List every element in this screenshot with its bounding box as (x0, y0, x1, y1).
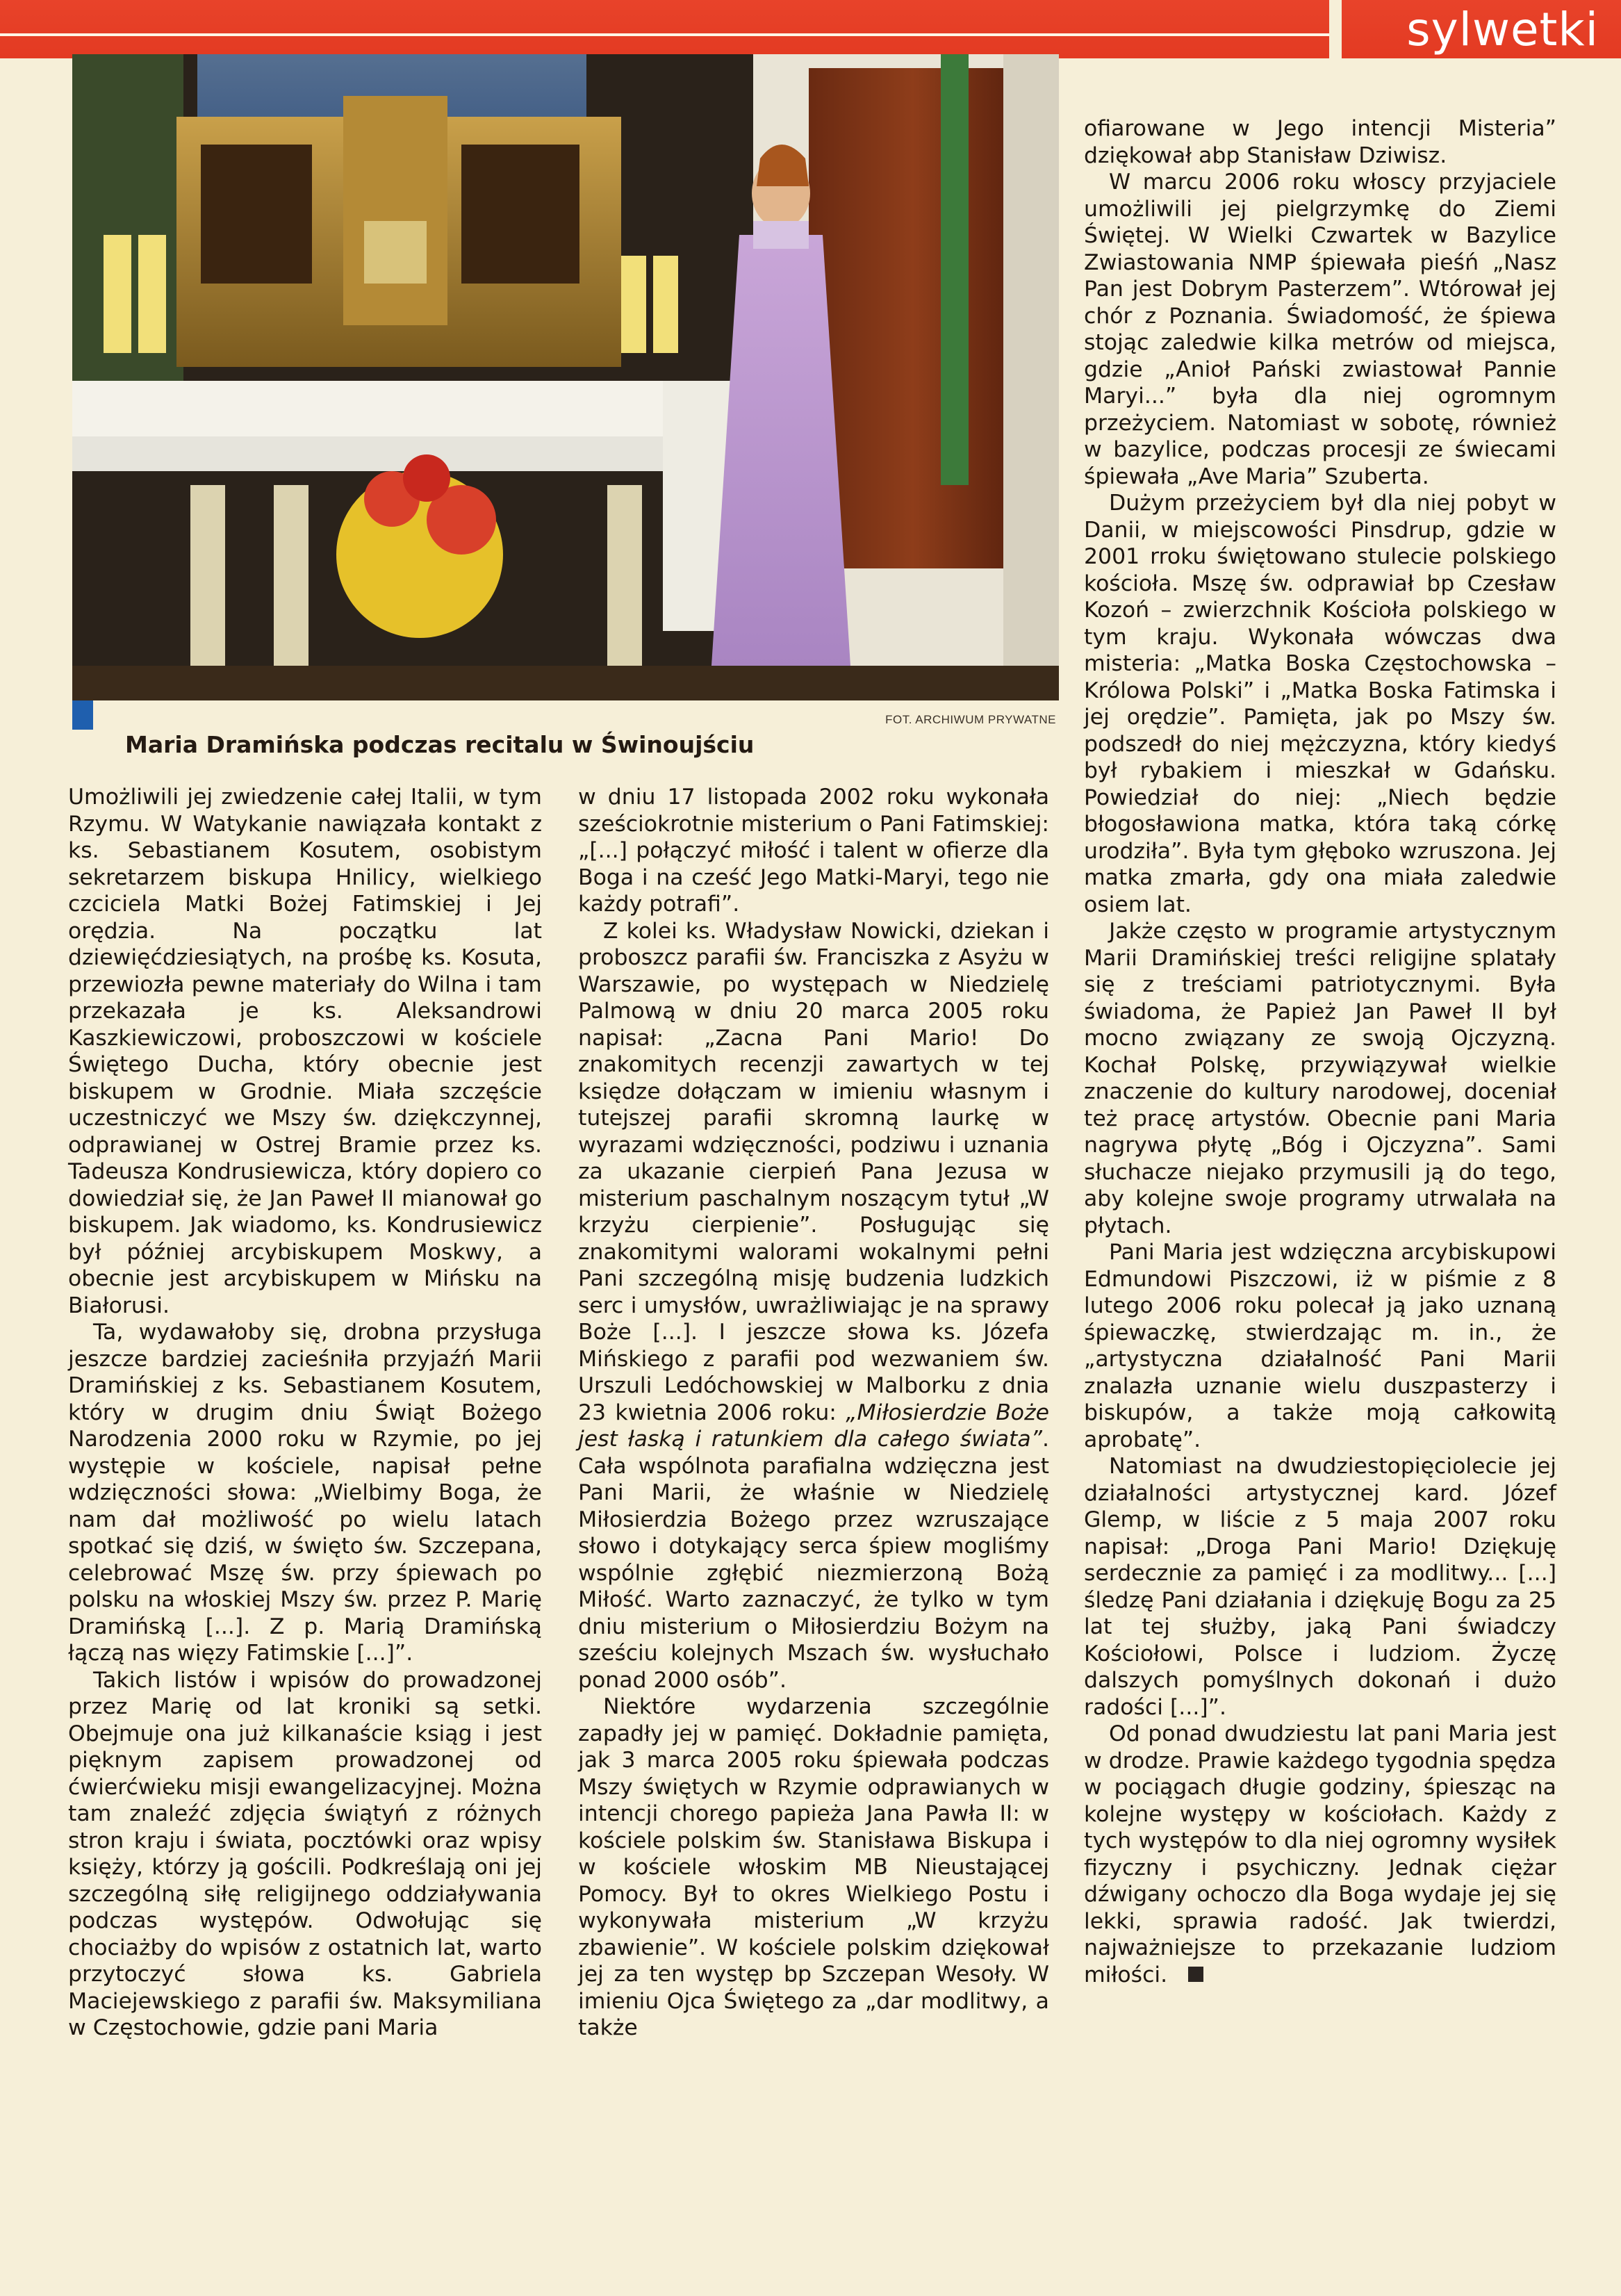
section-tag-edge (1329, 0, 1342, 58)
paragraph: Ta, wydawałoby się, drobna przysługa jeszcze bardziej zacieśniła przyjaźń Marii Dramińskiej z ks. Sebastianem Kosutem, który w drugim dniu Świąt Bożego Narodzenia 2000 roku w Rzymie, po jej występie w kościele, napisał pełne wdzięczności słowa: „Wielbimy Boga, że nam dał możliwość po wielu latach spotkać się dziś, w święto św. Szczepana, celebrować Mszę św. przy śpiewach po polsku na włoskiej Mszy św. przez P. Marię Dramińską [...]. Z p. Marią Dramińską łączą nas więzy Fatimskie [...]”. (68, 1320, 542, 1666)
paragraph: Dużym przeżyciem był dla niej pobyt w Danii, w miejscowości Pinsdrup, gdzie w 2001 rroku świętowano stulecie polskiego kościoła. Mszę św. odprawiał bp Czesław Kozoń – zwierzchnik Kościoła polskiego w tym kraju. Wykonała wówczas dwa misteria: „Matka Boska Częstochowska – Królowa Polski” i „Matka Boska Fatimska i jej orędzie”. Pamięta, jak po Mszy św. podszedł do niej mężczyzna, który kiedyś był rybakiem i mieszkał w Gdańsku. Powiedział do niej: „Niech będzie błogosławiona matka, która taką córkę urodziła”. Była tym głęboko wzruszona. Jej matka zmarła, gdy ona miała zaledwie osiem lat. (1084, 491, 1556, 917)
paragraph: ofiarowane w Jego intencji Misteria” dziękował abp Stanisław Dziwisz. (1084, 116, 1556, 168)
paragraph-text: Z kolei ks. Władysław Nowicki, dziekan i proboszcz parafii św. Franciszka z Asyżu w Warszawie, po występach w Niedzielę Palmową w dniu 20 marca 2005 roku napisał: „Zacna Pani Mario! Do znakomitych recenzji zawartych w tej księdze dołączam w imieniu własnym i tutejszej parafii skromną laurkę w wyrazami wdzięczności, podziwu i uznania za ukazanie cierpień Pana Jezusa w misterium paschalnym noszącym tytuł „W krzyżu cierpienie”. Posługując się znakomitymi walorami wokalnymi pełni Pani szczególną misję budzenia ludzkich serc i umysłów, uwrażliwiając je na sprawy Boże [...]. I jeszcze słowa ks. Józefa Mińskiego z parafii pod wezwaniem św. Urszuli Ledóchowskiej w Malborku z dnia 23 kwietnia 2006 roku: (578, 918, 1049, 1425)
article-column-2 (578, 784, 1049, 2042)
paragraph: w dniu 17 listopada 2002 roku wykonała sześciokrotnie misterium o Pani Fatimskiej: „[...] połączyć miłość i talent w ofierze dla Boga i na cześć Jego Matki-Maryi, tego nie każdy potrafi”. (578, 785, 1049, 917)
section-title: sylwetki (1406, 2, 1599, 56)
paragraph-text: . Cała wspólnota parafialna wdzięczna jest Pani Marii, że właśnie w Niedzielę Miłosierdzia Bożego przez wzruszające słowo i dotykający serca śpiew mogliśmy wspólnie zgłębić niezmierzoną Bożą Miłość. Warto zaznaczyć, że tylko w tym dniu misterium o Miłosierdziu Bożym na sześciu kolejnych Mszach św. wysłuchało ponad 2000 osób”. (578, 1427, 1049, 1693)
header-rule (0, 33, 1338, 36)
altar-photo-illustration (72, 54, 1059, 700)
photo-marker (72, 700, 93, 730)
photo-credit: FOT. ARCHIWUM PRYWATNE (885, 713, 1056, 726)
paragraph: Pani Maria jest wdzięczna arcybiskupowi Edmundowi Piszczowi, iż w piśmie z 8 lutego 2006 roku polecał ją jako uznaną śpiewaczkę, stwierdzając m. in., że „artystyczna działalność Pani Marii znalazła uznanie wielu duszpasterzy i biskupów, a także moją całkowitą aprobatę”. (1084, 1240, 1556, 1452)
article-photo (72, 54, 1059, 700)
paragraph (578, 918, 1049, 1694)
paragraph-text: Od ponad dwudziestu lat pani Maria jest w drodze. Prawie każdego tygodnia spędza w pociągach długie godziny, śpiesząc na kolejne występy w kościołach. Każdy z tych występów to dla niej ogromny wysiłek fizyczny i psychiczny. Jednak ciężar dźwigany ochoczo dla Boga wydaje jej się lekki, sprawia radość. Jak twierdzi, najważniejsze to przekazanie ludziom miłości. (1084, 1721, 1556, 1987)
paragraph: Natomiast na dwudziestopięciolecie jej działalności artystycznej kard. Józef Glemp, w liście z 5 maja 2007 roku napisał: „Droga Pani Mario! Dziękuję serdecznie za pamięć i za modlitwy... [...] śledzę Pani działania i dziękuję Bogu za 25 lat tej służby, jaką Pani świadczy Kościołowi, Polsce i ludziom. Życzę dalszych pomyślnych dokonań i dużo radości [...]”. (1084, 1454, 1556, 1720)
quote-text: Miłosierdzie Boże jest łaską i ratunkiem dla całego świata (578, 1400, 1049, 1452)
quote-italic: „Miłosierdzie Boże jest łaską i ratunkiem dla całego świata” (578, 1400, 1049, 1452)
photo-caption: Maria Dramińska podczas recitalu w Świnoujściu (125, 731, 755, 758)
paragraph: W marcu 2006 roku włoscy przyjaciele umożliwili jej pielgrzymkę do Ziemi Świętej. W Wielki Czwartek w Bazylice Zwiastowania NMP śpiewała pieśń „Nasz Pan jest Dobrym Pasterzem”. Wtórował jej chór z Poznania. Świadomość, że śpiewa stojąc zaledwie kilka metrów od miejsca, gdzie „Anioł Pański zwiastował Pannie Maryi...” była dla niej ogromnym przeżyciem. Natomiast w sobotę, również w bazylice, podczas procesji ze świecami śpiewała „Ave Maria” Szuberta. (1084, 170, 1556, 489)
end-of-article-square-icon (1188, 1967, 1203, 1982)
paragraph: Jakże często w programie artystycznym Marii Dramińskiej treści religijne splatały się z treściami patriotycznymi. Była świadoma, że Papież Jan Paweł II był mocno związany ze swoją Ojczyzną. Kochał Polskę, przywiązywał wielkie znaczenie do kultury narodowej, doceniał też pracę artystów. Obecnie pani Maria nagrywa płytę „Bóg i Ojczyzna”. Sami słuchacze niejako przymusili ją do tego, aby kolejne swoje programy utrwalała na płytach. (1084, 919, 1556, 1238)
article-column-1 (68, 784, 542, 2042)
paragraph (1084, 1721, 1556, 1988)
paragraph: Takich listów i wpisów do prowadzonej przez Marię od lat kroniki są setki. Obejmuje ona już kilkanaście ksiąg i jest pięknym zapisem prowadzonej od ćwierćwieku misji ewangelizacyjnej. Można tam znaleźć zdjęcia świątyń z różnych stron kraju i świata, pocztówki oraz wpisy księży, którzy ją gościli. Podkreślają oni jej szczególną siłę religijnego oddziaływania podczas występów. Odwołując się chociażby do wpisów z ostatnich lat, warto przytoczyć słowa ks. Gabriela Maciejewskiego z parafii św. Maksymiliana w Częstochowie, gdzie pani Maria (68, 1667, 542, 2040)
paragraph: Niektóre wydarzenia szczególnie zapadły jej w pamięć. Dokładnie pamięta, jak 3 marca 2005 roku śpiewała podczas Mszy świętych w Rzymie odprawianych w intencji chorego papieża Jana Pawła II: w kościele polskim św. Stanisława Biskupa i w kościele włoskim MB Nieustającej Pomocy. Był to okres Wielkiego Postu i wykonywała misterium „W krzyżu zbawienie”. W kościele polskim dziękował jej za ten występ bp Szczepan Wesoły. W imieniu Ojca Świętego za „dar modlitwy, a także (578, 1694, 1049, 2040)
section-tag (1329, 0, 1621, 58)
paragraph: Umożliwili jej zwiedzenie całej Italii, w tym Rzymu. W Watykanie nawiązała kontakt z ks. Sebastianem Kosutem, osobistym sekretarzem biskupa Hnilicy, wielkiego czciciela Matki Bożej Fatimskiej i Jej orędzia. Na początku lat dziewięćdziesiątych, na prośbę ks. Kosuta, przewiozła pewne materiały do Wilna i tam przekazała je ks. Aleksandrowi Kaszkiewiczowi, proboszczowi w kościele Świętego Ducha, który obecnie jest biskupem w Grodnie. Miała szczęście uczestniczyć we Mszy św. dziękczynnej, odprawianej w Ostrej Bramie przez ks. Tadeusza Kondrusiewicza, który dopiero co dowiedział się, że Jan Paweł II mianował go biskupem. Jak wiadomo, ks. Kondrusiewicz był później arcybiskupem Moskwy, a obecnie jest arcybiskupem w Mińsku na Białorusi. (68, 785, 542, 1318)
article-column-3 (1084, 115, 1556, 1988)
